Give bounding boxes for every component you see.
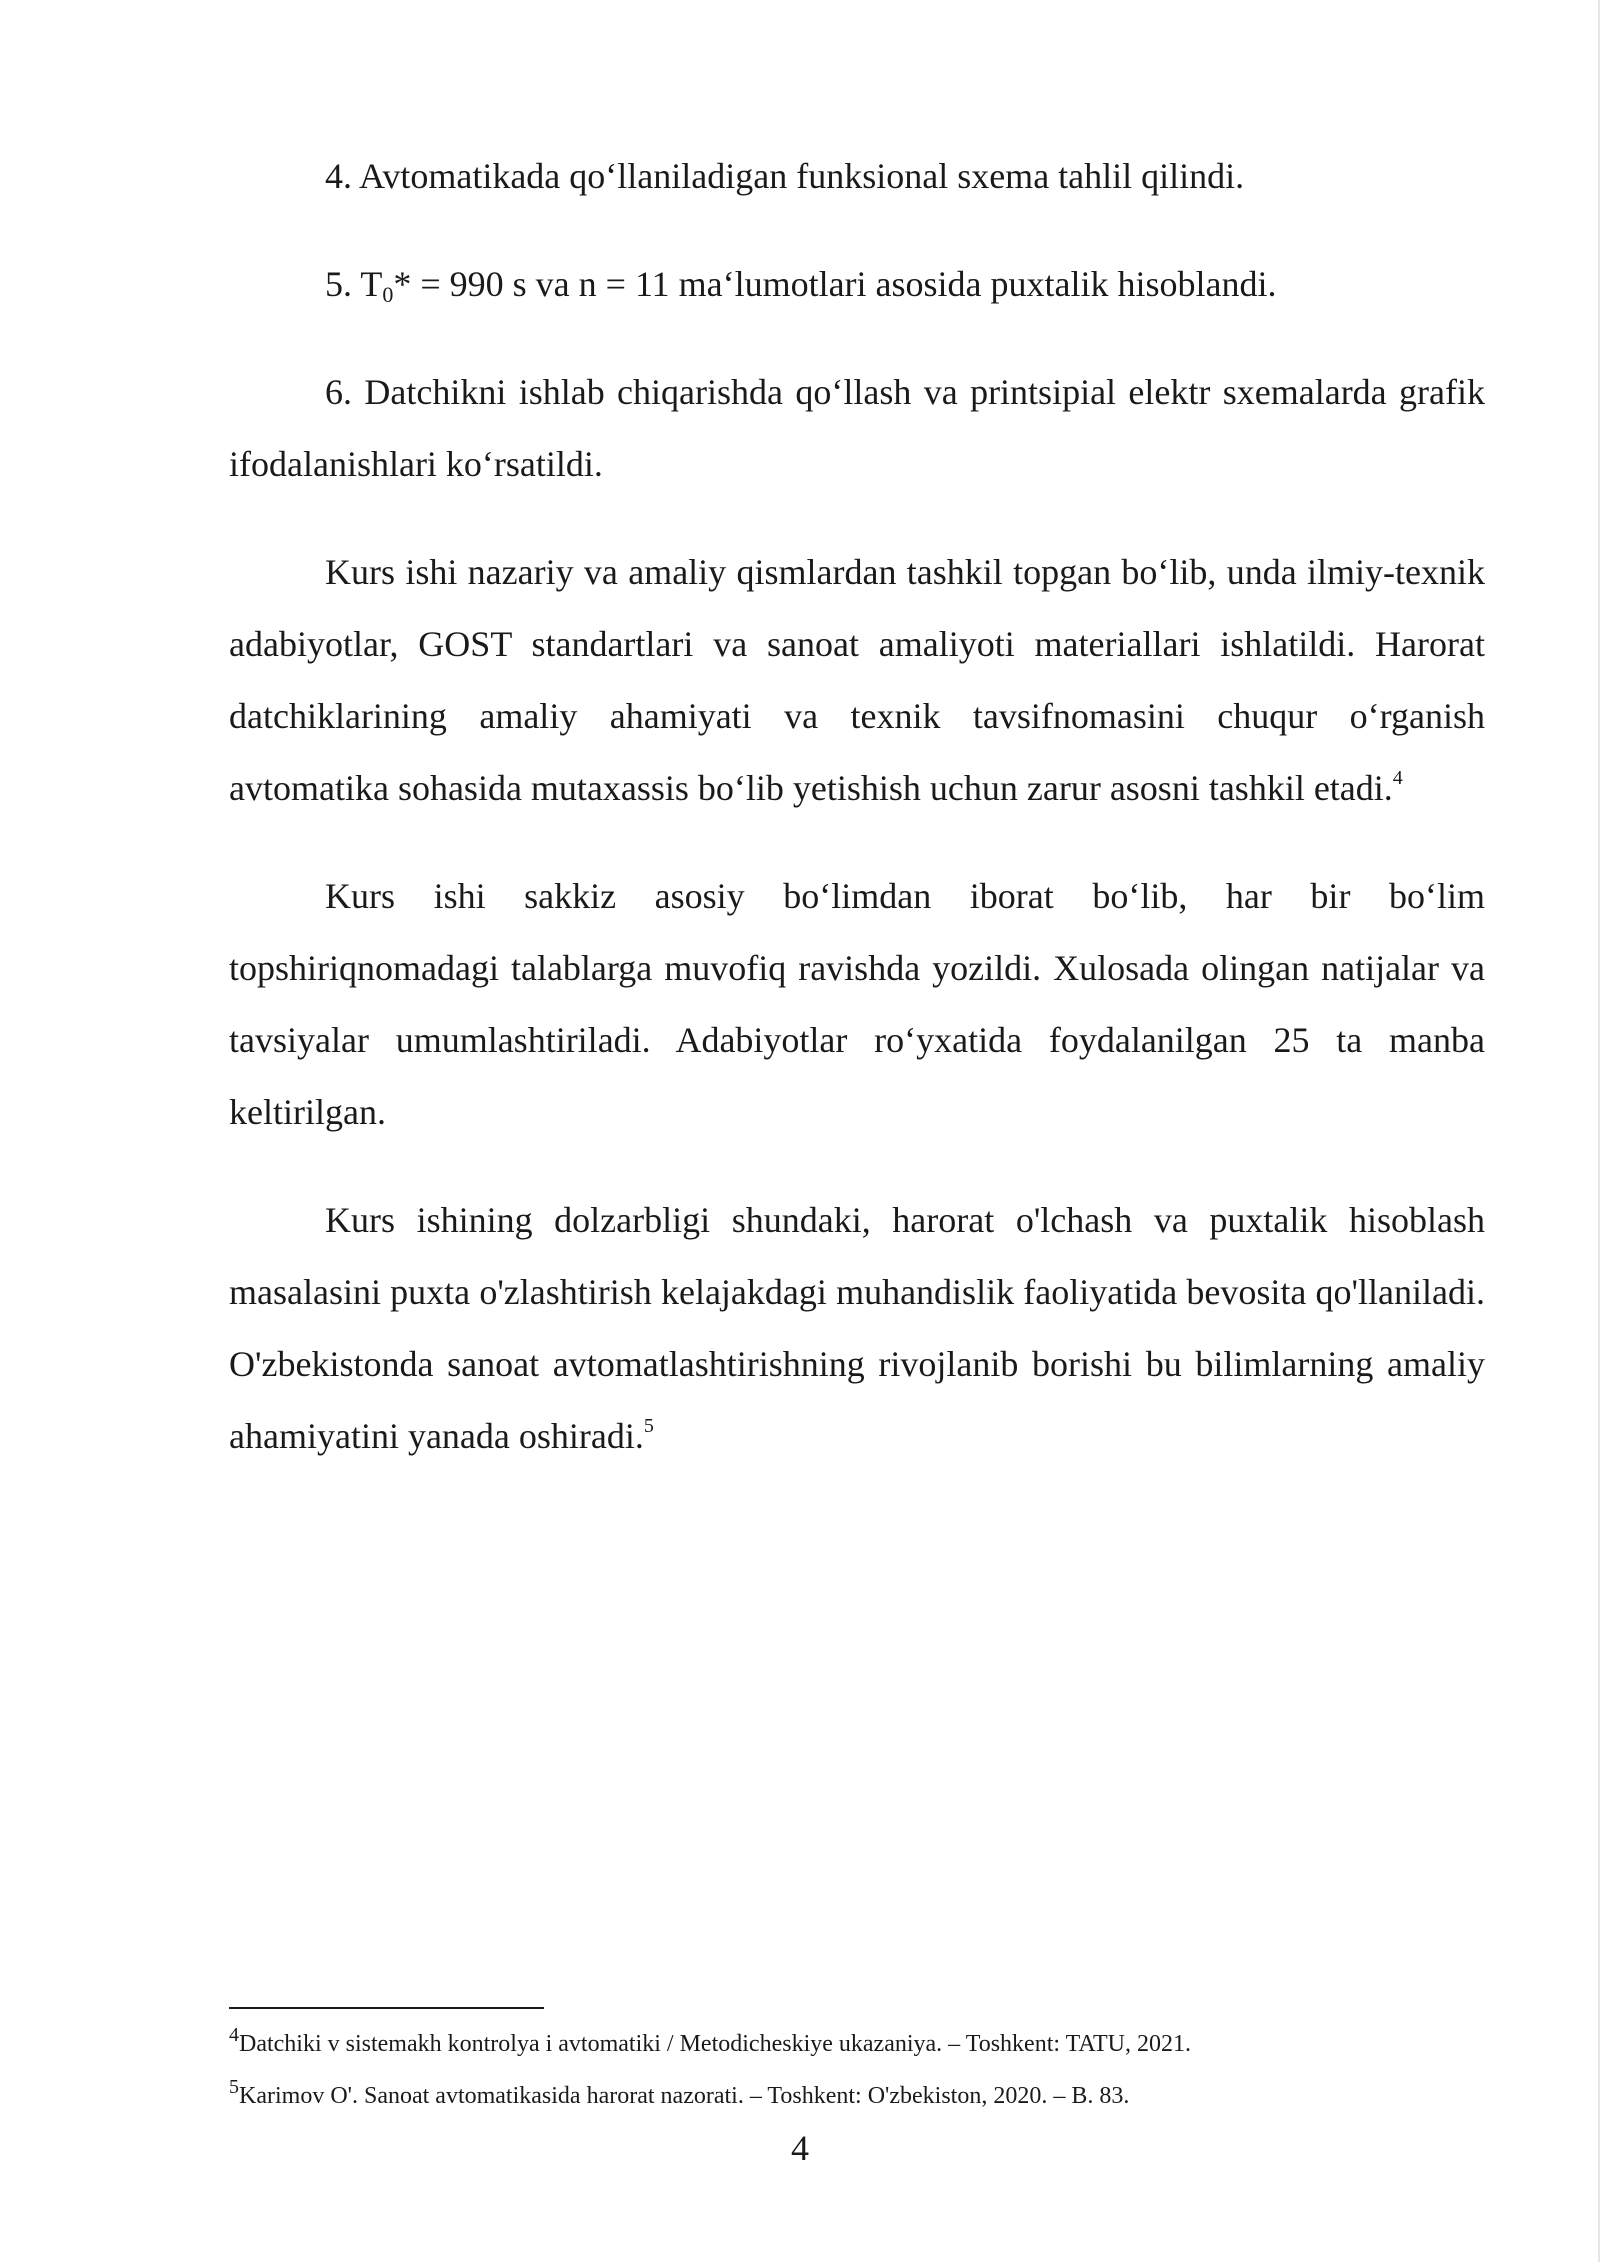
footnote-number: 5	[229, 2076, 239, 2098]
paragraph-structure	[229, 536, 1485, 824]
paragraph-text: Kurs ishining dolzarbligi shundaki, harorat o'lchash va puxtalik hisoblash masalasini puxta o'zlashtirish kelajakdagi muhandislik faoliyatida bevosita qo'llaniladi. O'zbekistonda sanoat avtomatlashtirishning rivojlanib borishi bu bilimlarning amaliy ahamiyatini yanada oshiradi.	[229, 1200, 1485, 1456]
paragraph-text: 4. Avtomatikada qo‘llaniladigan funksional sxema tahlil qilindi.	[325, 156, 1245, 196]
paragraph-text: 5. T	[325, 264, 383, 304]
footnote-item	[229, 2074, 1485, 2118]
list-item-4	[229, 140, 1485, 212]
footnotes	[229, 2022, 1485, 2126]
footnote-item	[229, 2022, 1485, 2066]
paragraph-relevance	[229, 1184, 1485, 1472]
footnote-number: 4	[229, 2024, 239, 2046]
paragraph-text: * = 990 s va n = 11 ma‘lumotlari asosida puxtalik hisoblandi.	[393, 264, 1277, 304]
subscript: 0	[382, 282, 394, 307]
footnote-text: Karimov O'. Sanoat avtomatikasida harorat nazorati. – Toshkent: O'zbekiston, 2020. – B. 83.	[239, 2083, 1130, 2109]
footnote-text: Datchiki v sistemakh kontrolya i avtomatiki / Metodicheskiye ukazaniya. – Toshkent: TATU, 2021.	[239, 2031, 1192, 2057]
paragraph-sections	[229, 860, 1485, 1148]
page-number: 4	[791, 2128, 809, 2168]
paragraph-text: Kurs ishi nazariy va amaliy qismlardan tashkil topgan bo‘lib, unda ilmiy-texnik adabiyotlar, GOST standartlari va sanoat amaliyoti materiallari ishlatildi. Harorat datchiklarining amaliy ahamiyati va texnik tavsifnomasini chuqur o‘rganish avtomatika sohasida mutaxassis bo‘lib yetishish uchun zarur asosni tashkil etadi.	[229, 552, 1485, 808]
paragraph-text: 6. Datchikni ishlab chiqarishda qo‘llash va printsipial elektr sxemalarda grafik ifodalanishlari ko‘rsatildi.	[229, 372, 1485, 484]
footnote-separator	[229, 2007, 544, 2009]
document-body	[229, 140, 1485, 1508]
list-item-6	[229, 356, 1485, 500]
paragraph-text: Kurs ishi sakkiz asosiy bo‘limdan iborat bo‘lib, har bir bo‘lim topshiriqnomadagi talablarga muvofiq ravishda yozildi. Xulosada olingan natijalar va tavsiyalar umumlashtiriladi. Adabiyotlar ro‘yxatida foydalanilgan 25 ta manba keltirilgan.	[229, 876, 1485, 1132]
footnote-reference[interactable]: 5	[643, 1415, 654, 1437]
list-item-5	[229, 248, 1485, 320]
footnote-reference[interactable]: 4	[1392, 767, 1403, 789]
